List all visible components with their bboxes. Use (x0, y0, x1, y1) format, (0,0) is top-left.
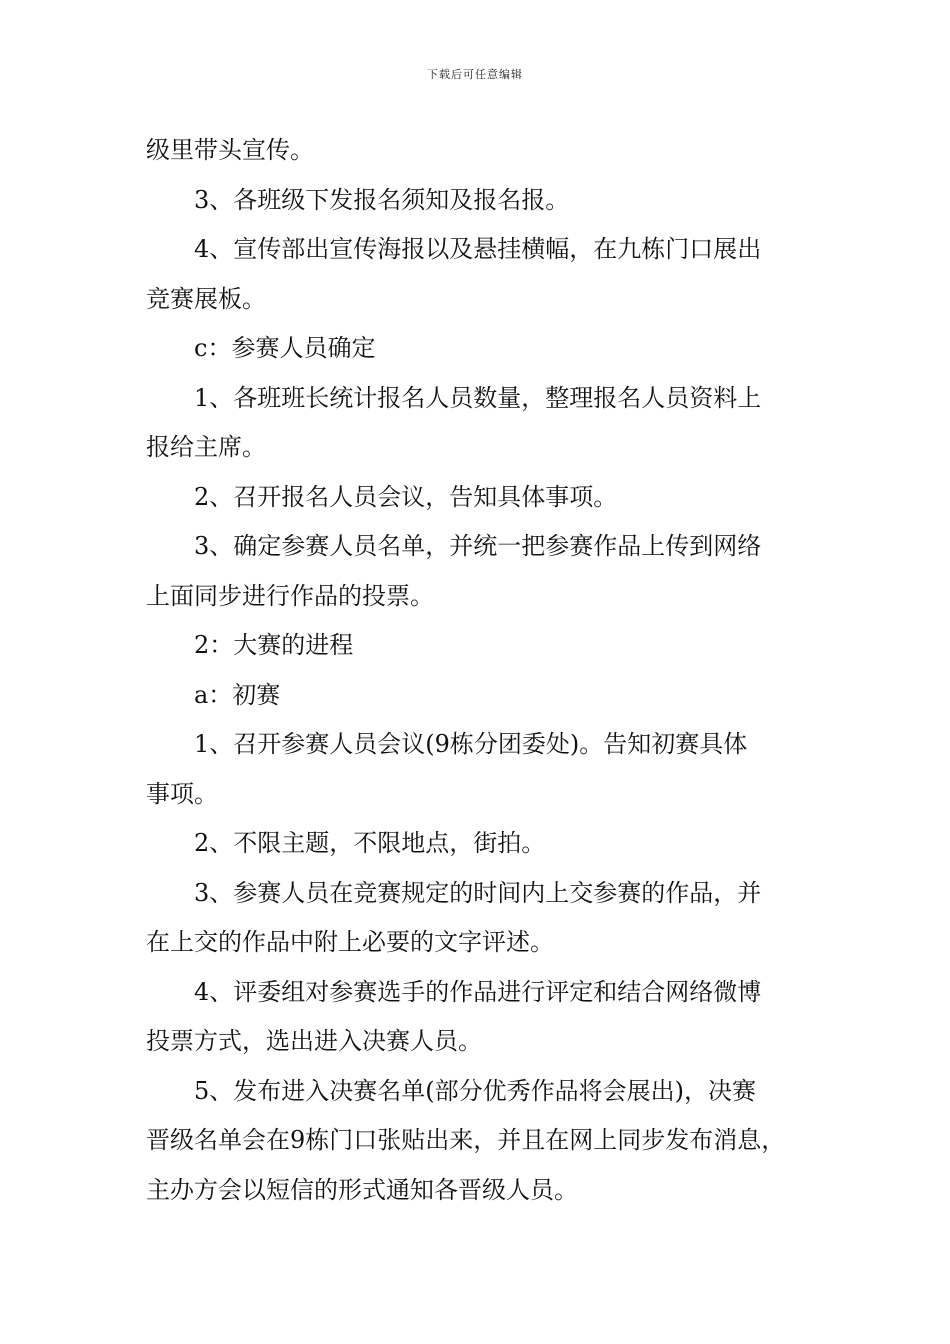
text-line: 1、各班班长统计报名人员数量，整理报名人员资料上 (194, 383, 762, 412)
text-line: 报给主席。 (146, 433, 266, 461)
text-line: 5、发布进入决赛名单(部分优秀作品将会展出)，决赛 (194, 1076, 756, 1105)
text-line: 4、评委组对参赛选手的作品进行评定和结合网络微博 (194, 977, 762, 1006)
text-line: 竞赛展板。 (146, 284, 266, 313)
text-line: 在上交的作品中附上必要的文字评述。 (146, 928, 554, 956)
text-line: 2、不限主题，不限地点，街拍。 (194, 829, 546, 857)
section-heading: a：初赛 (194, 680, 281, 709)
text-line: 主办方会以短信的形式通知各晋级人员。 (146, 1175, 578, 1204)
text-line: 级里带头宣传。 (146, 136, 314, 164)
text-line: 晋级名单会在9栋门口张贴出来，并且在网上同步发布消息， (146, 1126, 786, 1154)
text-line: 3、参赛人员在竞赛规定的时间内上交参赛的作品，并 (194, 878, 762, 907)
text-line: 3、各班级下发报名须知及报名报。 (194, 185, 570, 214)
text-line: 事项。 (146, 779, 218, 808)
text-line: 上面同步进行作品的投票。 (146, 581, 434, 610)
text-line: 1、召开参赛人员会议(9栋分团委处)。告知初赛具体 (194, 730, 748, 758)
document-body (146, 126, 810, 1215)
section-heading: c：参赛人员确定 (194, 334, 376, 362)
section-heading: 2：大赛的进程 (194, 631, 354, 659)
page-header: 下载后可任意编辑 (427, 68, 523, 81)
text-line: 4、宣传部出宣传海报以及悬挂横幅，在九栋门口展出 (194, 235, 762, 263)
text-line: 2、召开报名人员会议，告知具体事项。 (194, 482, 618, 511)
text-line: 3、确定参赛人员名单，并统一把参赛作品上传到网络 (194, 532, 762, 560)
text-line: 投票方式，选出进入决赛人员。 (146, 1027, 482, 1055)
